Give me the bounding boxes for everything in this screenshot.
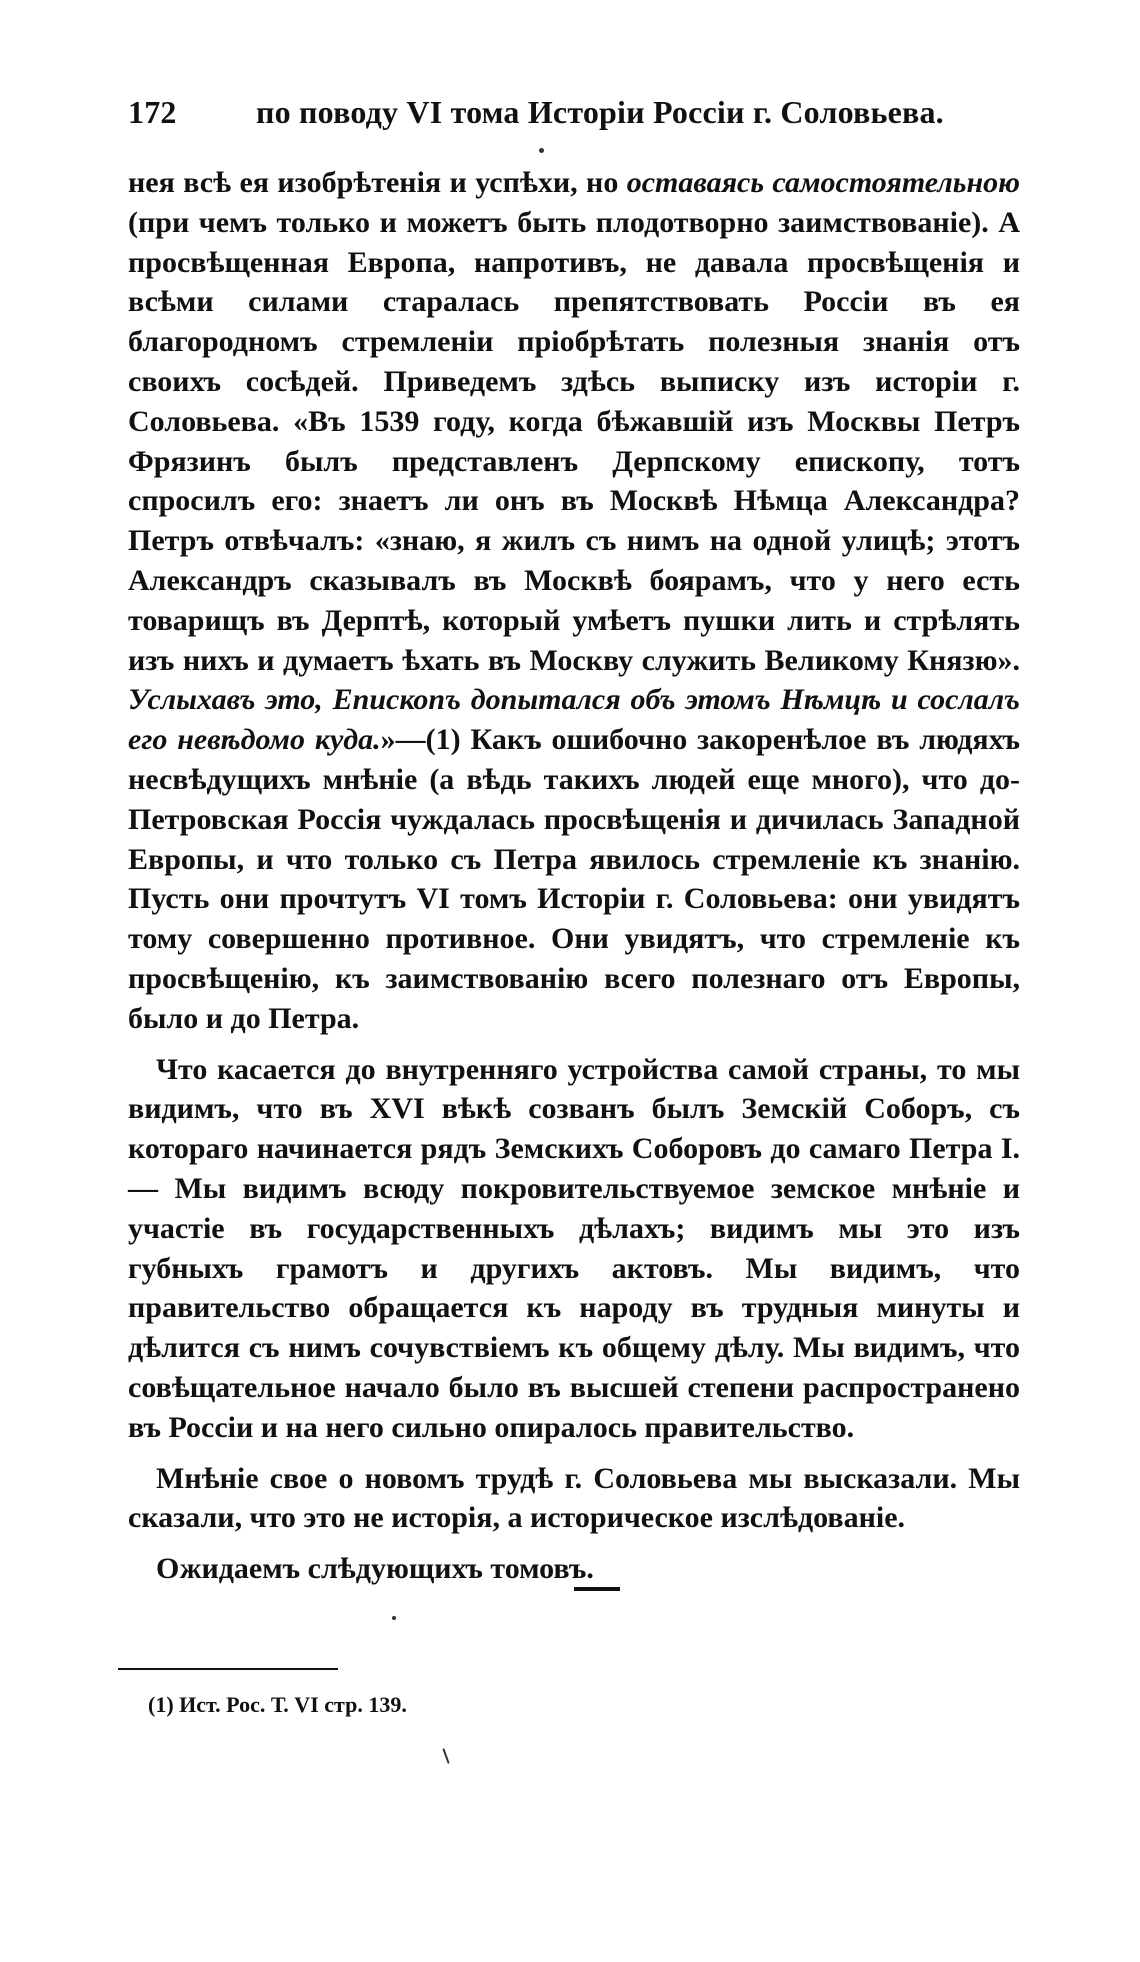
page-number: 172 [128, 94, 177, 130]
italic-segment: оставаясь самостоятельною [626, 166, 1020, 199]
paragraph-3 [128, 1459, 1020, 1539]
footnote: (1) Ист. Рос. Т. VI стр. 139. [148, 1692, 407, 1717]
print-speck [392, 1616, 396, 1620]
text-segment: »—(1) Какъ ошибочно закоренѣлое въ людяхъ несвѣдущихъ мнѣнiе (а вѣдь такихъ людей еще много), что до-Петровская Россiя чуждалась просвѣщенiя и дичилась Западной Европы, и что только съ Петра явилось стремленiе къ знанiю. Пусть они прочтутъ VI томъ Исторiи г. Соловьева: они увидятъ тому совершенно противное. Они увидятъ, что стремленiе къ просвѣщенiю, къ заимствованiю всего полезнаго отъ Европы, было и до Петра. [128, 723, 1020, 1035]
text-segment: нея всѣ ея изобрѣтенiя и успѣхи, но [128, 166, 627, 199]
text-segment: (при чемъ только и можетъ быть плодотворно заимствованiе). А просвѣщенная Европа, напротивъ, не давала просвѣщенiя и всѣми силами старалась препятствовать Россiи въ ея благородномъ стремленiи прiобрѣтать полезныя знанiя отъ своихъ сосѣдей. Приведемъ здѣсь выписку изъ исторiи г. Соловьева. «Въ 1539 году, когда бѣжавшiй изъ Москвы Петръ Фрязинъ былъ представленъ Дерпскому епископу, тотъ спросилъ его: знаетъ ли онъ въ Москвѣ Нѣмца Александра? Петръ отвѣчалъ: «знаю, я жилъ съ нимъ на одной улицѣ; этотъ Александръ сказывалъ въ Москвѣ боярамъ, что у него есть товарищъ въ Дерптѣ, который умѣетъ пушки лить и стрѣлять изъ нихъ и думаетъ ѣхать въ Москву служить Великому Князю». [128, 205, 1020, 677]
body-text [128, 163, 1020, 1589]
section-end-dash [574, 1587, 620, 1591]
footnote-rule [118, 1668, 338, 1670]
text-segment: Мнѣнiе свое о новомъ трудѣ г. Соловьева мы высказали. Мы сказали, что это не исторiя, а историческое изслѣдованiе. [128, 1461, 1020, 1535]
page-header [128, 92, 1008, 132]
paragraph-2 [128, 1050, 1020, 1448]
text-segment: Что касается до внутренняго устройства самой страны, то мы видимъ, что въ XVI вѣкѣ созванъ былъ Земскiй Соборъ, съ котораго начинается рядъ Земскихъ Соборовъ до самаго Петра I.— Мы видимъ всюду покровительствуемое земское мнѣнiе и участiе въ государственныхъ дѣлахъ; видимъ мы это изъ губныхъ грамотъ и другихъ актовъ. Мы видимъ, что правительство обращается къ народу въ трудныя минуты и дѣлится съ нимъ сочувствiемъ къ общему дѣлу. Мы видимъ, что совѣщательное начало было въ высшей степени распространено въ Россiи и на него сильно опиралось правительство. [128, 1052, 1020, 1444]
paragraph-1 [128, 163, 1020, 1039]
text-segment: Ожидаемъ слѣдующихъ томовъ. [156, 1552, 594, 1586]
print-speck [442, 1748, 449, 1764]
italic-quote-segment: Услыхавъ это, Епископъ допытался объ этомъ Нѣмцѣ и сослалъ его невѣдомо куда. [128, 683, 1020, 757]
paragraph-4 [128, 1549, 1020, 1589]
running-title: по поводу VI тома Исторiи Россiи г. Соловьева. [256, 94, 944, 130]
print-speck [539, 148, 544, 153]
